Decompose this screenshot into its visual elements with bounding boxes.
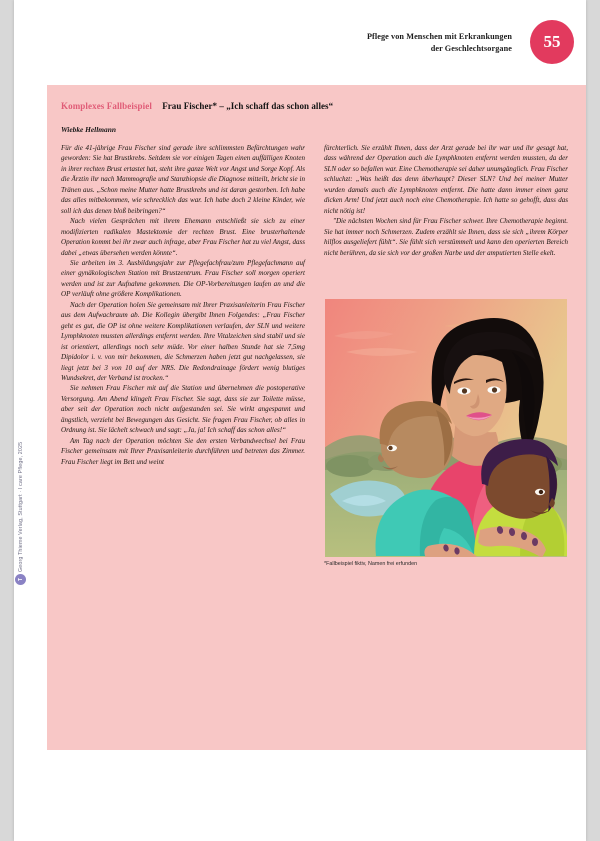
paragraph: "Die nächsten Wochen sind für Frau Fischer schwer. Ihre Chemotherapie beginnt. Sie hat immer noch Schmerzen. Zudem erzählt sie Ihnen, dass sie sich „ihrem Körper hilflos ausgeliefert fühlt“. Sie fühlt sich verstümmelt und kann den operierten Bereich nicht berühren, da sie sich vor der großen Narbe und der amputierten Stelle ekelt. <box>324 217 568 257</box>
case-text-column-left <box>61 143 305 467</box>
paragraph: Sie nehmen Frau Fischer mit auf die Station und übernehmen die postoperative Versorgung. Am Abend klingelt Frau Fischer. Sie sagt, dass sie zur Toilette müsse, aber seit der Operation noch nicht aufgestanden sei. Sie wirkt angespannt und ängstlich, verzieht bei Bewegungen das Gesicht. Sie fragen Frau Fischer, ob alles in Ordnung ist. Sie lächelt schwach und sagt: „Ja, ja! Ich schaff das schon alles!“ <box>61 384 305 435</box>
case-study-panel <box>47 85 586 750</box>
textbook-page <box>14 0 586 841</box>
case-study-kicker: Komplexes Fallbeispiel <box>61 101 152 111</box>
figure <box>324 298 568 570</box>
case-text-column-right <box>324 143 568 258</box>
thieme-logo-icon: T <box>15 574 26 585</box>
paragraph: Sie arbeiten im 3. Ausbildungsjahr zur Pflegefachfrau/zum Pflegefachmann auf einer gynäkologischen Station mit Brustzentrum. Frau Fischer soll morgen operiert werden und ist zur Aufnahme gekommen. Die OP-Vorbereitungen laufen an und die OP verläuft ohne größere Komplikationen. <box>61 258 305 299</box>
chapter-title <box>262 31 512 54</box>
figure-footnote: *Fallbeispiel fiktiv, Namen frei erfunden <box>324 561 418 567</box>
case-study-title: Frau Fischer* – „Ich schaff das schon alles“ <box>162 101 334 111</box>
publisher-credit-text: Georg Thieme Verlag, Stuttgart · I care Pflege, 2025 <box>18 441 24 572</box>
paragraph: Nach vielen Gesprächen mit ihrem Ehemann entschließt sie sich zu einer modifizierten radikalen Mastektomie der rechten Brust. Eine brusterhaltende Operation kommt bei ihr zwar auch infrage, aber Frau Fischer hat zu viel Angst, dass dabei „etwas übersehen werden könnte“. <box>61 217 305 257</box>
paragraph: fürchterlich. Sie erzählt Ihnen, dass der Arzt gerade bei ihr war und ihr gesagt hat, dass während der Operation auch die Lymphknoten entfernt werden mussten, da der SLN oder so befallen war. Eine Chemotherapie sei daher unumgänglich. Frau Fischer schluchzt: „Was heißt das denn überhaupt? Dieser SLN? Und bei meiner Mutter wurden damals auch die Lymphknoten entfernt. Die hatte dann immer einen ganz dicken Arm! Und jetzt auch noch eine Chemotherapie. Ich hatte so gehofft, dass das nicht nötig ist! <box>324 144 568 215</box>
paragraph: Nach der Operation holen Sie gemeinsam mit Ihrer Praxisanleiterin Frau Fischer aus dem Aufwachraum ab. Die Kollegin übergibt Ihnen Folgendes: „Frau Fischer geht es gut, die OP ist ohne weitere Komplikationen verlaufen, der SLN und weitere Lymphknoten mussten allerdings entfernt werden. Ihre Vitalzeichen sind stabil und sie ist orientiert, allerdings noch sehr müde. Vor einer halben Stunde hat sie 7,5mg Dipidolor i. v. von mir bekommen, die Schmerzen haben jetzt gut nachgelassen, sie liegt jetzt bei 3 von 10 auf der NRS. Die Redondrainage fördert wenig blutiges Wundsekret, der Verband ist trocken.“ <box>61 300 305 382</box>
chapter-title-line-1: Pflege von Menschen mit Erkrankungen <box>366 32 512 41</box>
paragraph: Am Tag nach der Operation möchten Sie den ersten Verbandwechsel bei Frau Fischer gemeinsam mit Ihrer Praxisanleiterin durchführen und betreten das Zimmer. Frau Fischer liegt im Bett und weint <box>61 436 305 466</box>
author-name: Wiebke Hellmann <box>61 125 116 134</box>
case-study-heading <box>61 100 572 112</box>
chapter-title-line-2: der Geschlechtsorgane <box>430 43 512 53</box>
running-header <box>14 0 586 78</box>
paragraph: Für die 41-jährige Frau Fischer sind gerade ihre schlimmsten Befürchtungen wahr geworden: Sie hat Brustkrebs. Seitdem sie vor einigen Tagen einen auffälligen Knoten in ihrer rechten Brust ertastet hat, steht ihre ganze Welt vor Angst und Sorge Kopf. Als die Ärztin ihr nach Mammografie und Stanzbiopsie die Diagnose mitteilt, bricht sie in Tränen aus. „Schon meine Mutter hatte Brustkrebs und ist daran gestorben. Ich habe das alles mitbekommen, wie schrecklich das war. Ich habe doch 2 kleine Kinder, wie soll ich das denen bloß beibringen?“ <box>61 144 305 215</box>
publisher-credit <box>14 395 28 585</box>
illustration-woman-with-two-children <box>324 298 568 558</box>
page-number-badge: 55 <box>530 20 574 64</box>
illustration-svg <box>324 298 568 558</box>
